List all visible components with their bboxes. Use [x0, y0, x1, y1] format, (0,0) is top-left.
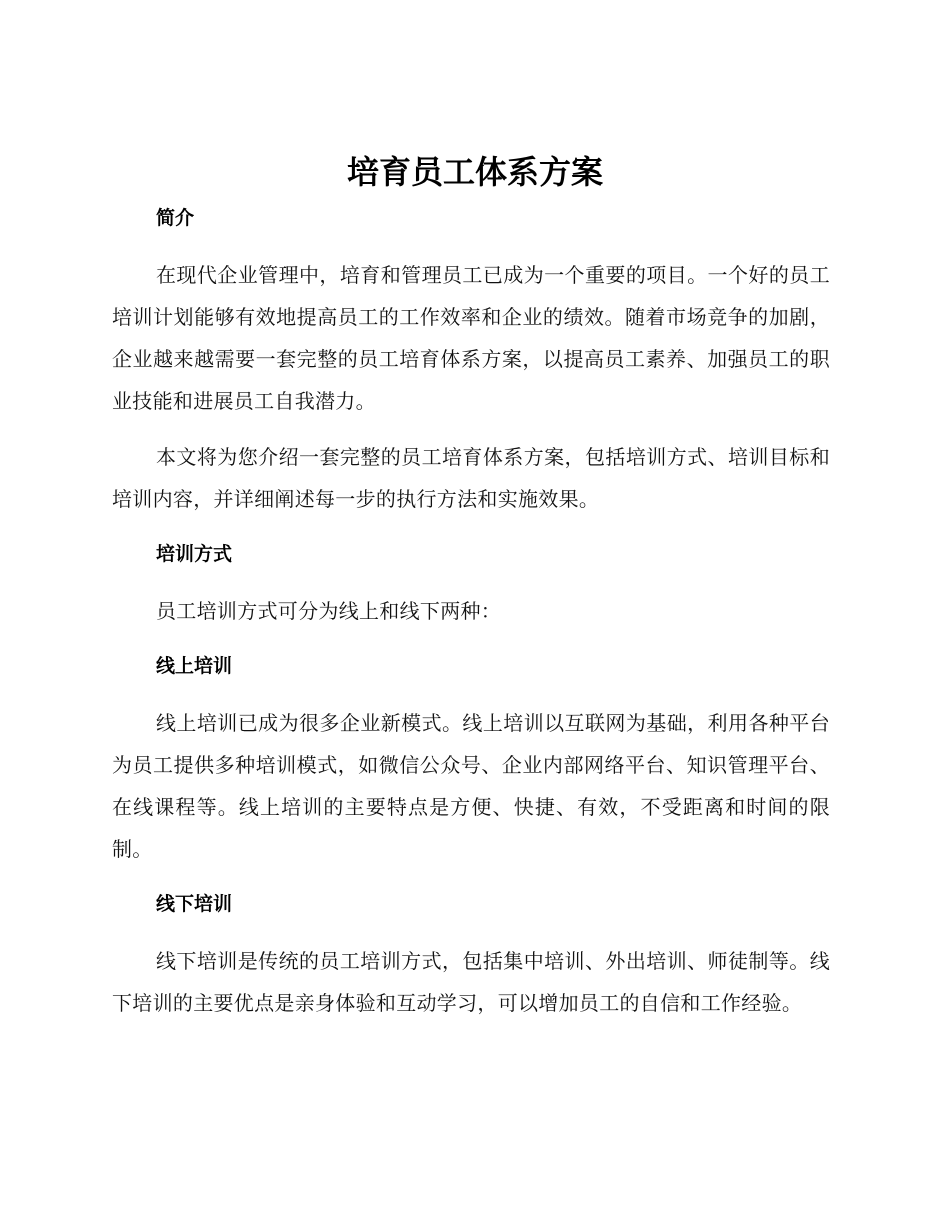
intro-paragraph-2: 本文将为您介绍一套完整的员工培育体系方案，包括培训方式、培训目标和培训内容，并详细阐述每一步的执行方法和实施效果。	[112, 445, 830, 511]
section-heading-intro: 简介	[156, 207, 195, 229]
document-body	[112, 198, 830, 1038]
online-training-paragraph: 线上培训已成为很多企业新模式。线上培训以互联网为基础，利用各种平台为员工提供多种培训模式，如微信公众号、企业内部网络平台、知识管理平台、在线课程等。线上培训的主要特点是方便、快捷、有效，不受距离和时间的限制。	[112, 711, 830, 861]
offline-training-paragraph: 线下培训是传统的员工培训方式，包括集中培训、外出培训、师徒制等。线下培训的主要优点是亲身体验和互动学习，可以增加员工的自信和工作经验。	[112, 949, 830, 1015]
training-methods-paragraph: 员工培训方式可分为线上和线下两种：	[156, 599, 502, 623]
document-title: 培育员工体系方案	[346, 153, 603, 191]
section-heading-online-training: 线上培训	[156, 655, 233, 677]
section-heading-offline-training: 线下培训	[156, 893, 233, 915]
section-heading-training-methods: 培训方式	[156, 543, 233, 565]
intro-paragraph-1: 在现代企业管理中，培育和管理员工已成为一个重要的项目。一个好的员工培训计划能够有效地提高员工的工作效率和企业的绩效。随着市场竞争的加剧，企业越来越需要一套完整的员工培育体系方案，以提高员工素养、加强员工的职业技能和进展员工自我潜力。	[112, 263, 830, 413]
